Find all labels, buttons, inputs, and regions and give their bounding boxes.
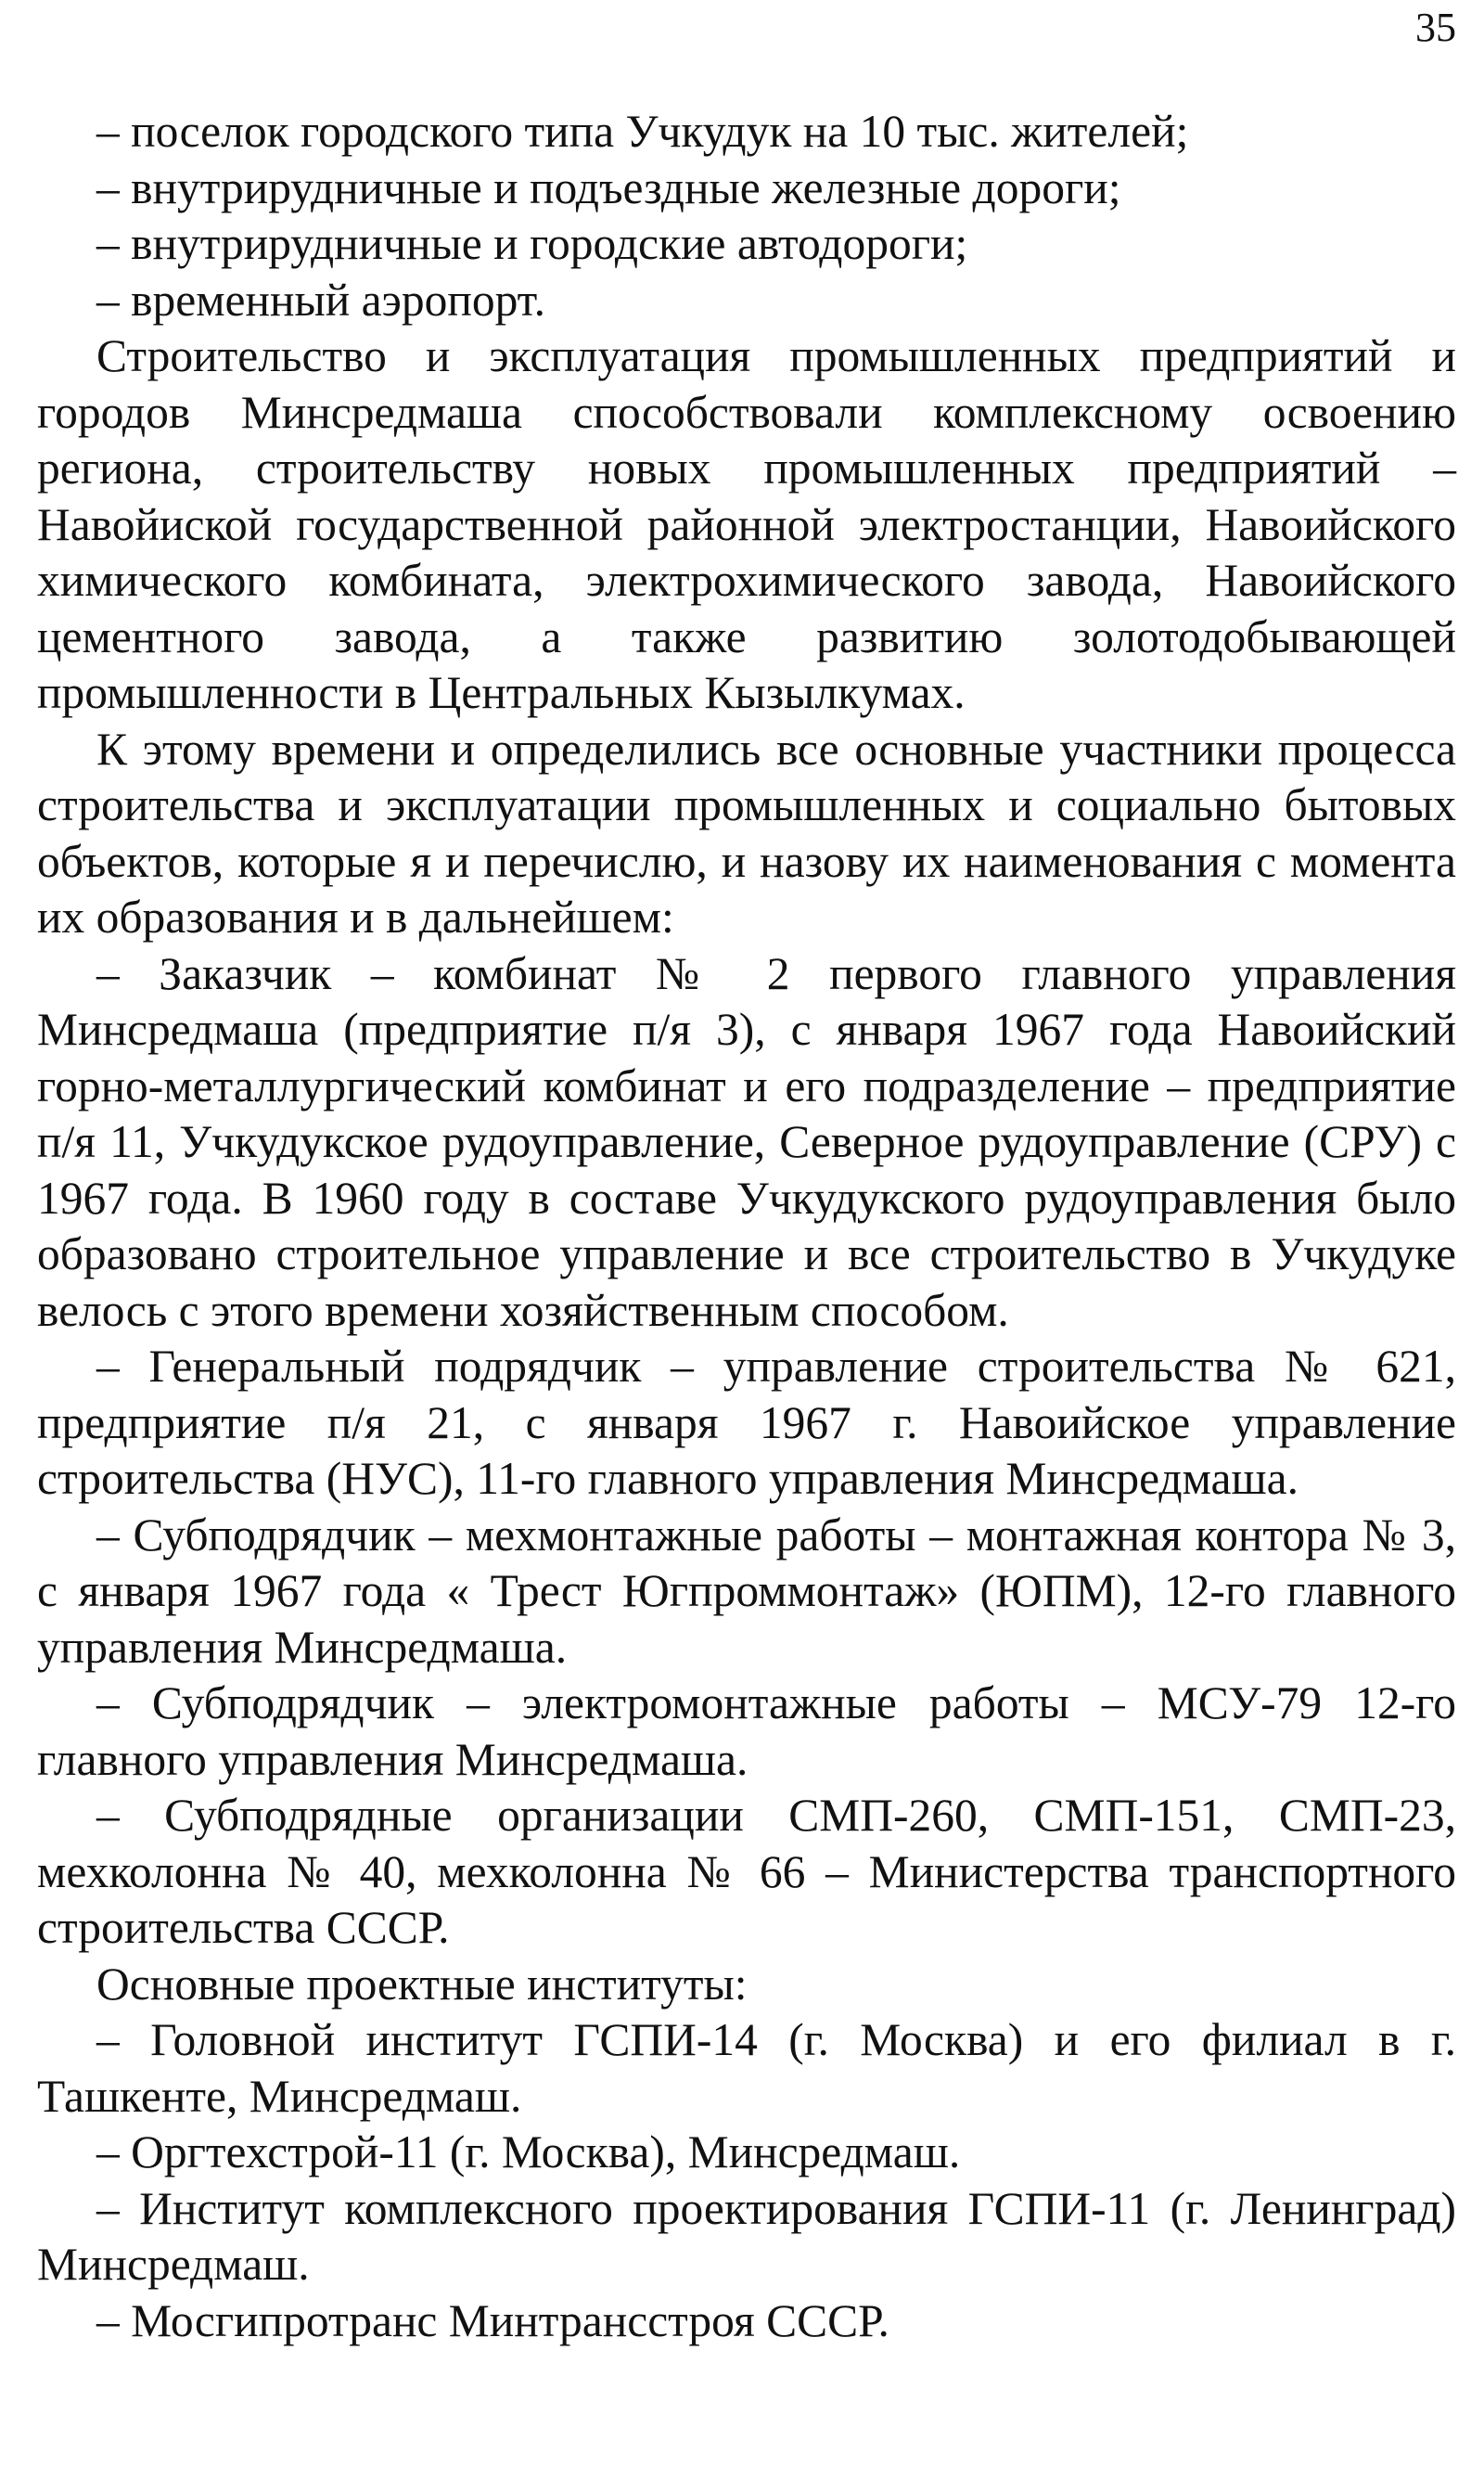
paragraph-general-contractor: – Генеральный подрядчик – управление строительства № 621, предприятие п/я 21, с января 1967 г. Навоийское управление строительства (НУС), 11-го главного управления Минсредмаша. [37,1341,1456,1504]
list-item-gspi-11: – Институт комплексного проектирования ГСПИ-11 (г. Ленинград) Минсредмаш. [37,2182,1456,2290]
list-item-settlement: – поселок городского типа Учкудук на 10 тыс. жителей; [96,106,1189,157]
document-page [37,0,1456,2466]
paragraph-customer: – Заказчик – комбинат № 2 первого главного управления Минсредмаша (предприятие п/я 3), с января 1967 года Навоийский горно-металлургический комбинат и его подразделение – предприятие п/я 11, Учкудукское рудоуправление, Северное рудоуправление (СРУ) с 1967 года. В 1960 году в составе Учкудукского рудоуправления было образовано строительное управление и все строительство в Учкудуке велось с этого времени хозяйственным способом. [37,947,1456,1336]
paragraph-subcontractor-organizations: – Субподрядные организации СМП-260, СМП-151, СМП-23, мехколонна № 40, мехколонна № 66 – Министерства транспортного строительства СССР. [37,1790,1456,1953]
list-item-airport: – временный аэропорт. [96,274,545,326]
page-body [37,104,1456,2349]
page-number: 35 [1415,5,1456,50]
list-item-mosgiprotrans: – Мосгипротранс Минтрансстроя СССР. [96,2294,889,2346]
list-item-railways: – внутрирудничные и подъездные железные дороги; [96,161,1121,213]
paragraph-regional-development: Строительство и эксплуатация промышленных предприятий и городов Минсредмаша способствовали комплексному освоению региона, строительству новых промышленных предприятий – Навойиской государственной районной электростанции, Навоийского химического комбината, электрохимического завода, Навоийского цементного завода, а также развитию золотодобывающей промышленности в Центральных Кызылкумах. [37,330,1456,718]
list-item-orgtekhstroy: – Оргтехстрой-11 (г. Москва), Минсредмаш. [96,2126,961,2177]
paragraph-subcontractor-mechanical: – Субподрядчик – мехмонтажные работы – монтажная контора № 3, с января 1967 года « Трест Югпроммонтаж» (ЮПМ), 12-го главного управления Минсредмаша. [37,1509,1456,1673]
paragraph-subcontractor-electrical: – Субподрядчик – электромонтажные работы – МСУ-79 12-го главного управления Минсредмаша. [37,1677,1456,1785]
list-item-gspi-14: – Головной институт ГСПИ-14 (г. Москва) и его филиал в г. Ташкенте, Минсредмаш. [37,2014,1456,2122]
list-item-roads: – внутрирудничные и городские автодороги; [96,218,968,269]
paragraph-design-institutes-heading: Основные проектные институты: [96,1958,748,2010]
paragraph-participants-intro: К этому времени и определились все основные участники процесса строительства и эксплуатации промышленных и социально бытовых объектов, которые я и перечислю, и назову их наименования с момента их образования и в дальнейшем: [37,723,1456,943]
